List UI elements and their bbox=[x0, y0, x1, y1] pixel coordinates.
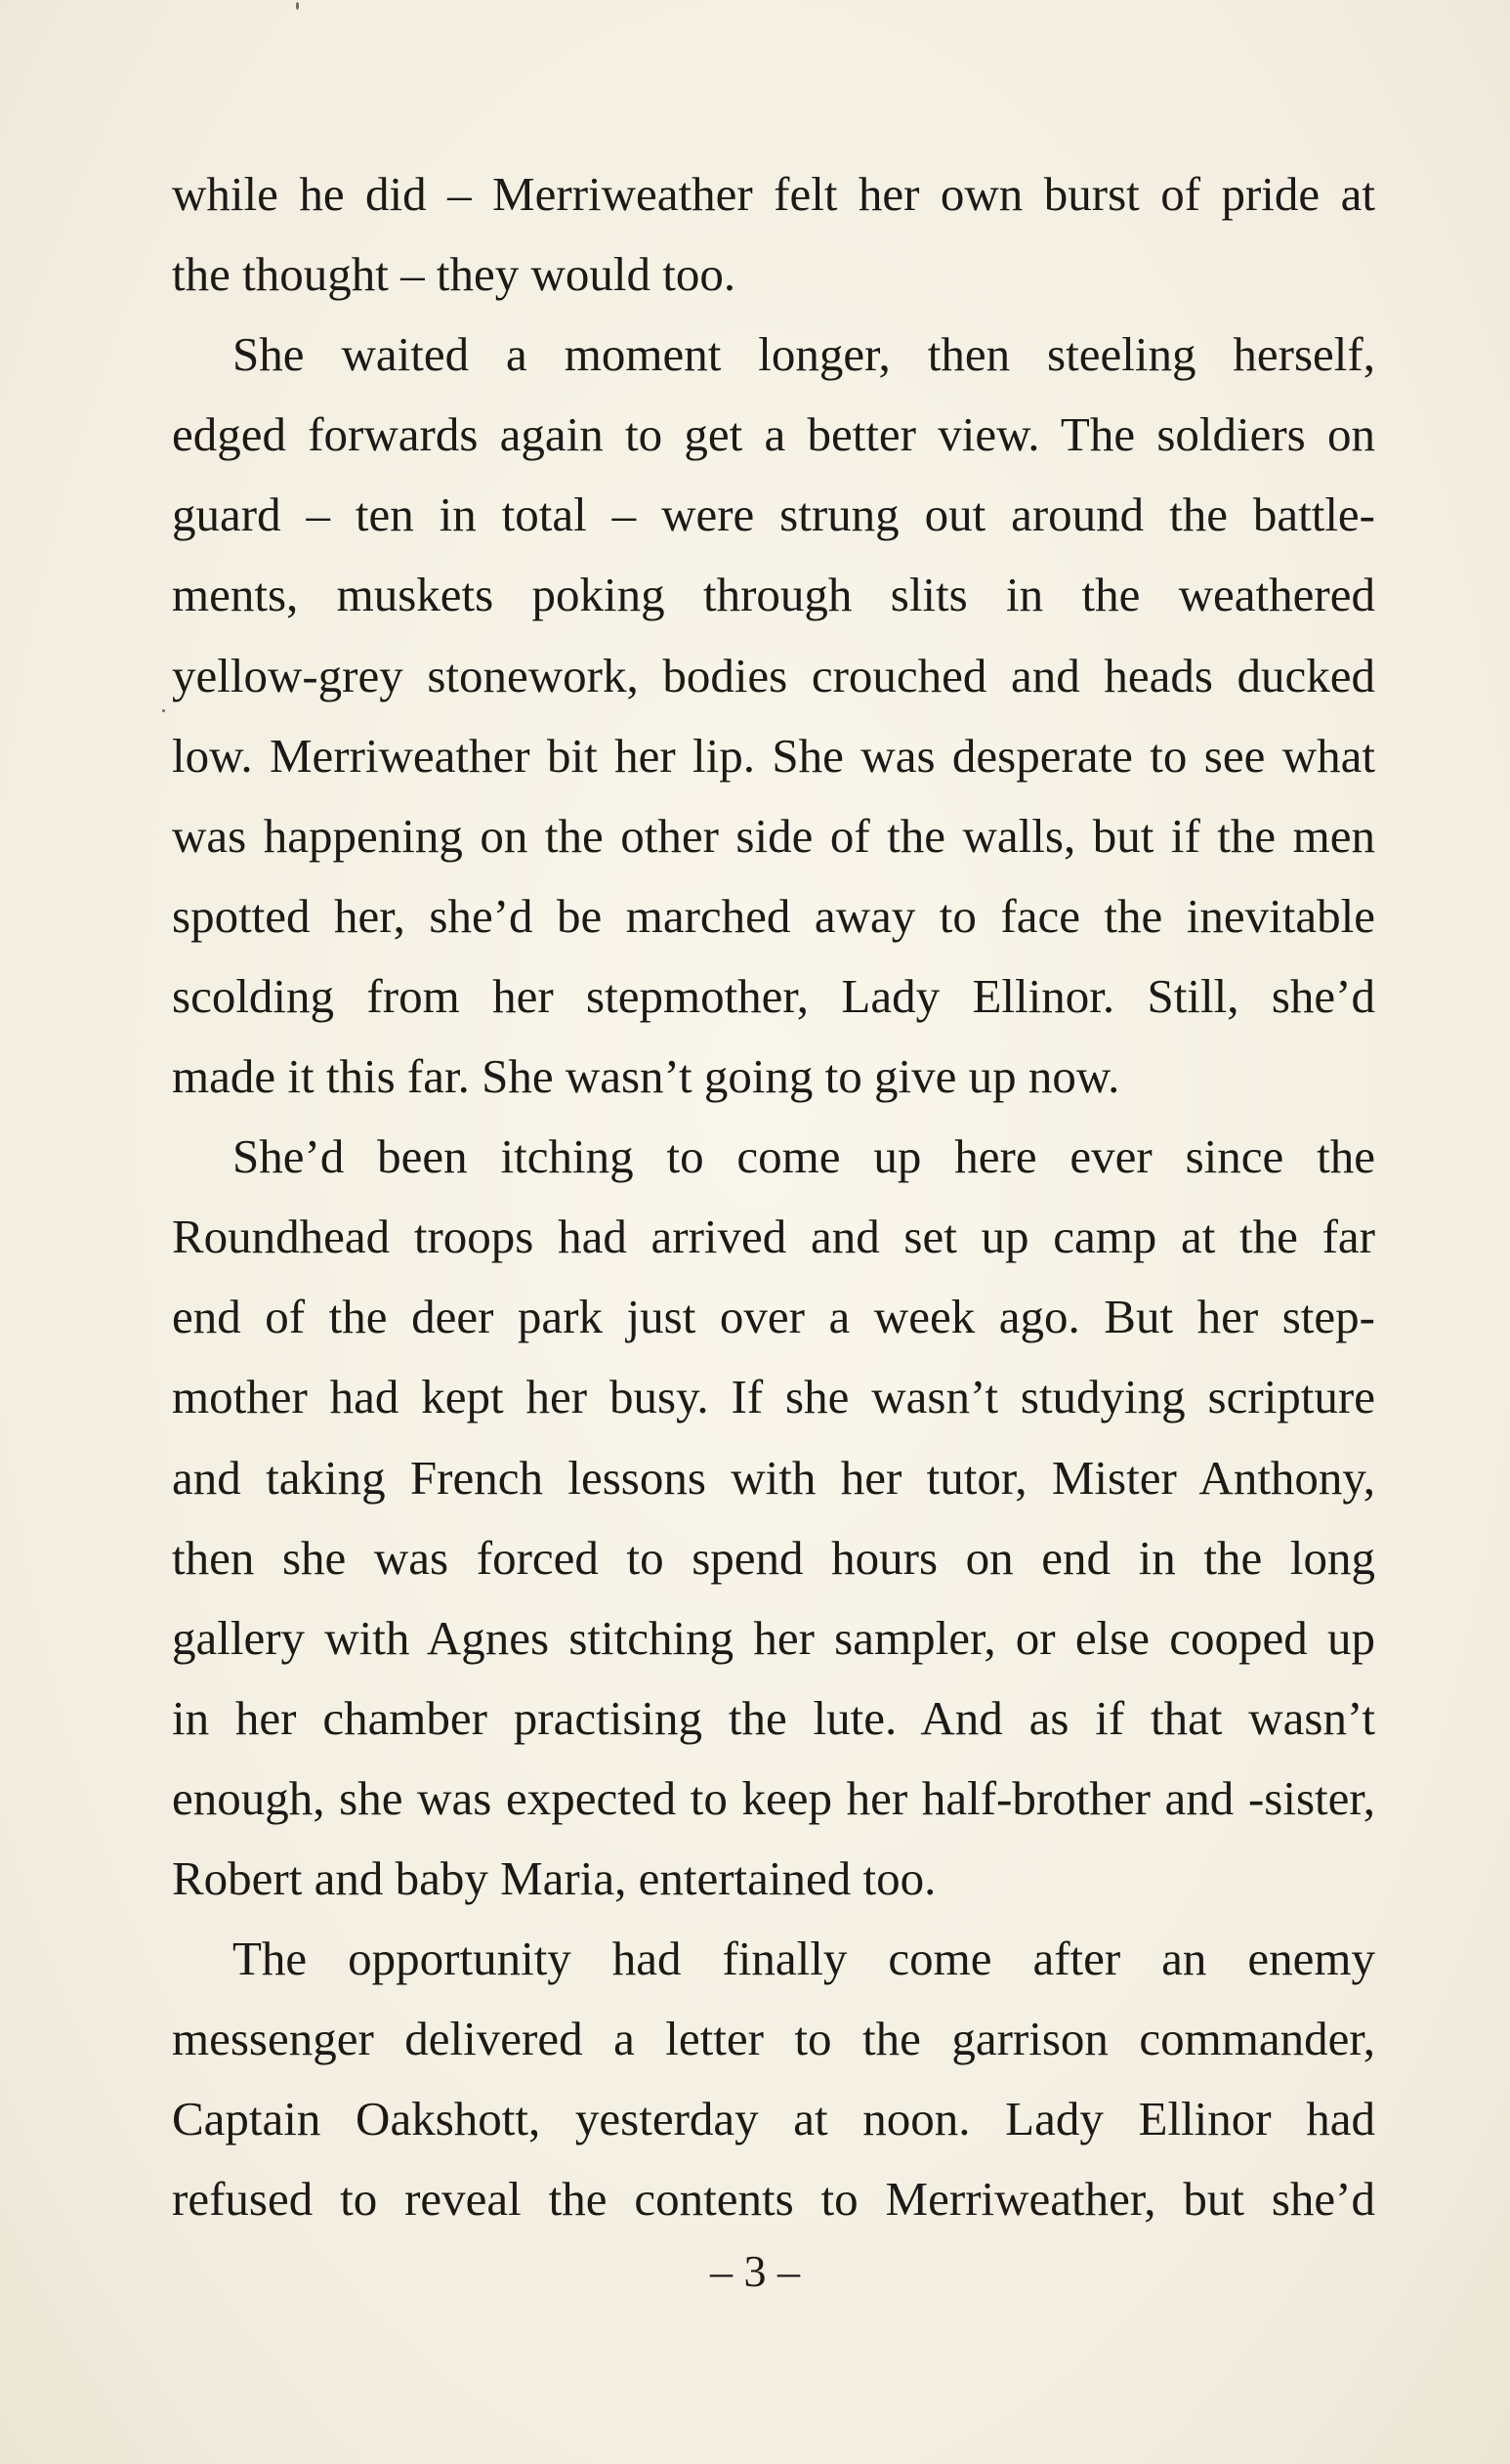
text-line: low. Merriweather bit her lip. She was desperate to see what bbox=[172, 728, 1375, 783]
text-line: yellow-grey stonework, bodies crouched and heads ducked bbox=[172, 648, 1375, 702]
text-line: spotted her, she’d be marched away to face the inevitable bbox=[172, 888, 1375, 943]
text-line: then she was forced to spend hours on end in the long bbox=[172, 1530, 1375, 1585]
paragraph-1 bbox=[172, 154, 1375, 315]
text-line: guard – ten in total – were strung out around the battle- bbox=[172, 488, 1375, 542]
body-text bbox=[172, 154, 1375, 2239]
text-line: edged forwards again to get a better view. The soldiers on bbox=[172, 407, 1375, 462]
text-line: Robert and baby Maria, entertained too. bbox=[172, 1850, 937, 1905]
text-line: refused to reveal the contents to Merriweather, but she’d bbox=[172, 2172, 1375, 2227]
text-line: and taking French lessons with her tutor, Mister Anthony, bbox=[172, 1450, 1375, 1505]
paragraph-3 bbox=[172, 1117, 1375, 1919]
text-line: Captain Oakshott, yesterday at noon. Lady Ellinor had bbox=[172, 2092, 1375, 2146]
text-line: Roundhead troops had arrived and set up camp at the far bbox=[172, 1210, 1375, 1264]
text-line: The opportunity had finally come after an enemy bbox=[232, 1932, 1375, 1986]
paragraph-4 bbox=[172, 1919, 1375, 2239]
text-line: was happening on the other side of the walls, but if the men bbox=[172, 808, 1375, 863]
text-line: gallery with Agnes stitching her sampler, or else cooped up bbox=[172, 1610, 1375, 1665]
text-line: while he did – Merriweather felt her own burst of pride at bbox=[172, 167, 1375, 221]
text-line: She’d been itching to come up here ever since the bbox=[232, 1129, 1375, 1184]
text-line: in her chamber practising the lute. And as if that wasn’t bbox=[172, 1690, 1375, 1745]
text-line: ments, muskets poking through slits in the weathered bbox=[172, 568, 1375, 622]
paragraph-2 bbox=[172, 315, 1375, 1117]
scan-speck bbox=[296, 2, 299, 10]
text-line: She waited a moment longer, then steeling herself, bbox=[232, 327, 1375, 382]
text-line: made it this far. She wasn’t going to give up now. bbox=[172, 1049, 1120, 1104]
scan-speck bbox=[162, 709, 165, 712]
text-line: messenger delivered a letter to the garrison commander, bbox=[172, 2012, 1375, 2066]
text-line: scolding from her stepmother, Lady Ellinor. Still, she’d bbox=[172, 968, 1375, 1023]
page-number: – 3 – bbox=[710, 2246, 800, 2296]
text-line: the thought – they would too. bbox=[172, 247, 736, 302]
text-line: end of the deer park just over a week ago. But her step- bbox=[172, 1290, 1375, 1344]
text-line: enough, she was expected to keep her half-brother and -sister, bbox=[172, 1770, 1375, 1825]
text-line: mother had kept her busy. If she wasn’t studying scripture bbox=[172, 1370, 1375, 1424]
